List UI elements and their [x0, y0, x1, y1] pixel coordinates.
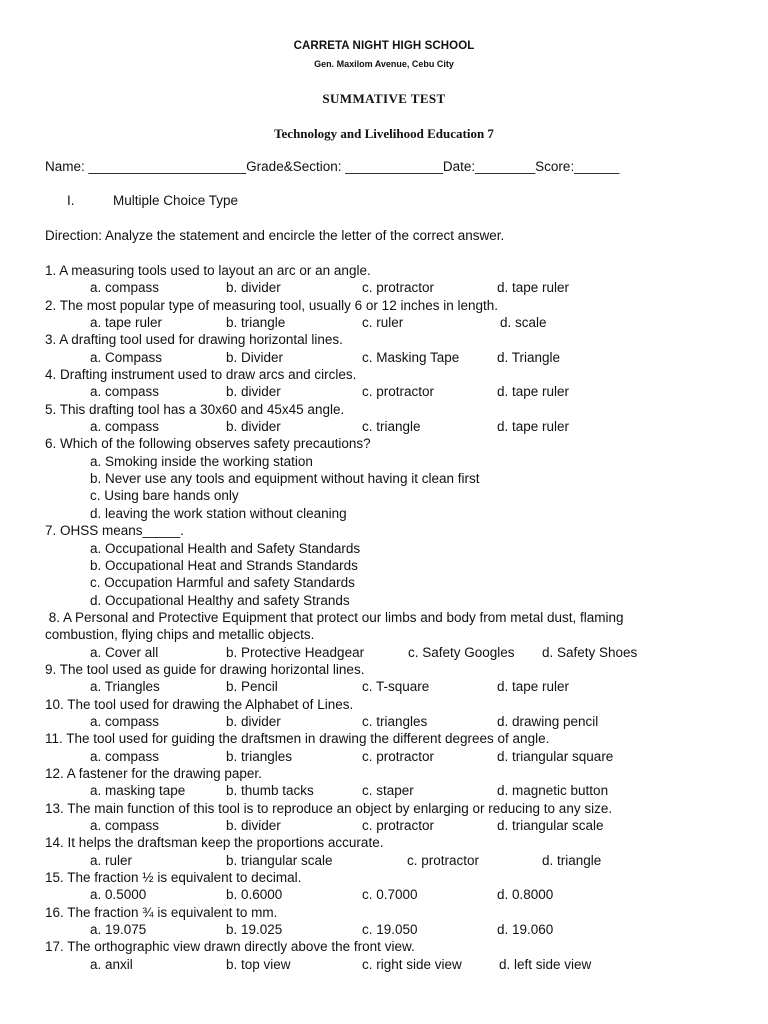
option: d. Occupational Healthy and safety Strands: [90, 592, 350, 608]
option: c. triangle: [362, 419, 421, 435]
school-name: CARRETA NIGHT HIGH SCHOOL: [293, 40, 475, 52]
option: b. divider: [226, 818, 281, 833]
options-row: [45, 418, 745, 435]
option: d. 0.8000: [497, 887, 554, 903]
option: d. leaving the work station without cleaning: [90, 505, 347, 521]
option: a. Smoking inside the working station: [90, 453, 313, 469]
option: c. protractor: [362, 280, 435, 296]
options-row: [45, 748, 745, 765]
option: a. 0.5000: [90, 887, 147, 903]
option: b. thumb tacks: [226, 783, 314, 799]
option: c. Occupation Harmful and safety Standards: [90, 575, 355, 591]
question-text: 16. The fraction ¾ is equivalent to mm.: [45, 904, 278, 920]
option: d. drawing pencil: [497, 713, 599, 729]
option: b. Occupational Heat and Strands Standards: [90, 557, 358, 573]
question-text: 4. Drafting instrument used to draw arcs and circles.: [45, 367, 357, 383]
school-address: Gen. Maxilom Avenue, Cebu City: [314, 59, 454, 69]
option: c. protractor: [362, 384, 435, 400]
option: a. masking tape: [90, 783, 186, 799]
options-row: [45, 852, 745, 869]
option: a. ruler: [90, 852, 133, 868]
option: c. ruler: [362, 315, 404, 331]
option: a. compass: [90, 384, 160, 400]
option: b. Never use any tools and equipment without having it clean first: [90, 471, 480, 487]
option: b. divider: [226, 280, 281, 296]
question-text: 9. The tool used as guide for drawing horizontal lines.: [45, 661, 365, 677]
option: b. divider: [226, 419, 281, 435]
question-text: 17. The orthographic view drawn directly above the front view.: [45, 939, 415, 955]
option: a. Cover all: [90, 644, 159, 660]
option: b. Pencil: [226, 679, 278, 695]
option: b. Divider: [226, 349, 284, 365]
options-row: [45, 921, 745, 938]
student-info-line: Name: _____________________Grade&Section: _____________Date:________Score:______: [45, 159, 620, 174]
option: b. Protective Headgear: [226, 644, 365, 660]
question-text: 7. OHSS means_____.: [45, 523, 184, 539]
option: a. compass: [90, 748, 160, 764]
options-row: [45, 782, 745, 799]
option: c. Safety Googles: [408, 644, 515, 660]
option: c. staper: [362, 783, 414, 799]
option: a. tape ruler: [90, 315, 163, 331]
option: d. magnetic button: [497, 783, 609, 799]
option: b. triangular scale: [226, 852, 333, 868]
option: a. compass: [90, 818, 160, 833]
option: d. left side view: [499, 956, 592, 972]
option: b. 19.025: [226, 922, 283, 938]
option: d. tape ruler: [497, 280, 570, 296]
options-row: [45, 279, 745, 296]
option: b. triangles: [226, 748, 293, 764]
options-row: [45, 383, 745, 400]
option: c. right side view: [362, 956, 462, 972]
question-text: 12. A fastener for the drawing paper.: [45, 765, 262, 781]
options-row: [45, 886, 745, 903]
option: b. divider: [226, 713, 281, 729]
option: b. divider: [226, 384, 281, 400]
option: a. compass: [90, 713, 160, 729]
test-title: SUMMATIVE TEST: [322, 91, 446, 106]
question-text: 6. Which of the following observes safety precautions?: [45, 436, 371, 452]
option: c. Using bare hands only: [90, 488, 239, 504]
option: a. Compass: [90, 349, 163, 365]
question-text: 5. This drafting tool has a 30x60 and 45x45 angle.: [45, 401, 345, 417]
options-row: [45, 817, 745, 834]
option: c. 0.7000: [362, 887, 418, 903]
question-text: 15. The fraction ½ is equivalent to decimal.: [45, 870, 302, 886]
question-text: 11. The tool used for guiding the draftsmen in drawing the different degrees of angle.: [45, 731, 550, 747]
option: b. triangle: [226, 315, 286, 331]
option: a. compass: [90, 419, 160, 435]
section-number: I.: [67, 193, 75, 208]
option: d. tape ruler: [497, 679, 570, 695]
question-text: 2. The most popular type of measuring tool, usually 6 or 12 inches in length.: [45, 297, 499, 313]
question-text: 10. The tool used for drawing the Alphabet of Lines.: [45, 696, 354, 712]
option: d. tape ruler: [497, 384, 570, 400]
question-text-continued: combustion, flying chips and metallic objects.: [45, 627, 315, 643]
option: a. 19.075: [90, 922, 147, 938]
option: b. 0.6000: [226, 887, 283, 903]
option: a. compass: [90, 280, 160, 296]
option: a. anxil: [90, 956, 133, 972]
option: c. Masking Tape: [362, 349, 460, 365]
options-row: [45, 314, 745, 331]
options-row: [45, 678, 745, 695]
question-text: 13. The main function of this tool is to reproduce an object by enlarging or reducing to any size.: [45, 800, 613, 816]
options-row: [45, 713, 745, 730]
option: d. 19.060: [497, 922, 554, 938]
question-text: 3. A drafting tool used for drawing horizontal lines.: [45, 332, 343, 348]
question-text: 1. A measuring tools used to layout an arc or an angle.: [45, 263, 371, 278]
option: d. tape ruler: [497, 419, 570, 435]
option: a. Occupational Health and Safety Standards: [90, 540, 361, 556]
option: d. triangular scale: [497, 818, 604, 833]
subject-title: Technology and Livelihood Education 7: [274, 126, 494, 141]
option: d. scale: [500, 315, 547, 331]
option: d. triangular square: [497, 748, 614, 764]
section-label: Multiple Choice Type: [113, 193, 239, 208]
option: a. Triangles: [90, 679, 160, 695]
option: c. protractor: [407, 852, 480, 868]
option: c. protractor: [362, 818, 435, 833]
direction-text: Direction: Analyze the statement and encircle the letter of the correct answer.: [45, 228, 505, 243]
option: c. protractor: [362, 748, 435, 764]
option: c. triangles: [362, 713, 428, 729]
option: d. triangle: [542, 852, 602, 868]
options-row: [45, 644, 745, 661]
option: d. Triangle: [497, 349, 561, 365]
option: d. Safety Shoes: [542, 644, 638, 660]
options-row: [45, 349, 745, 366]
question-text: 8. A Personal and Protective Equipment that protect our limbs and body from metal dust, flaming: [45, 609, 624, 625]
option: c. 19.050: [362, 922, 418, 938]
option: b. top view: [226, 956, 291, 972]
question-list: [45, 262, 745, 973]
option: c. T-square: [362, 679, 430, 695]
question-text: 14. It helps the draftsman keep the proportions accurate.: [45, 835, 384, 851]
options-row: [45, 956, 745, 973]
